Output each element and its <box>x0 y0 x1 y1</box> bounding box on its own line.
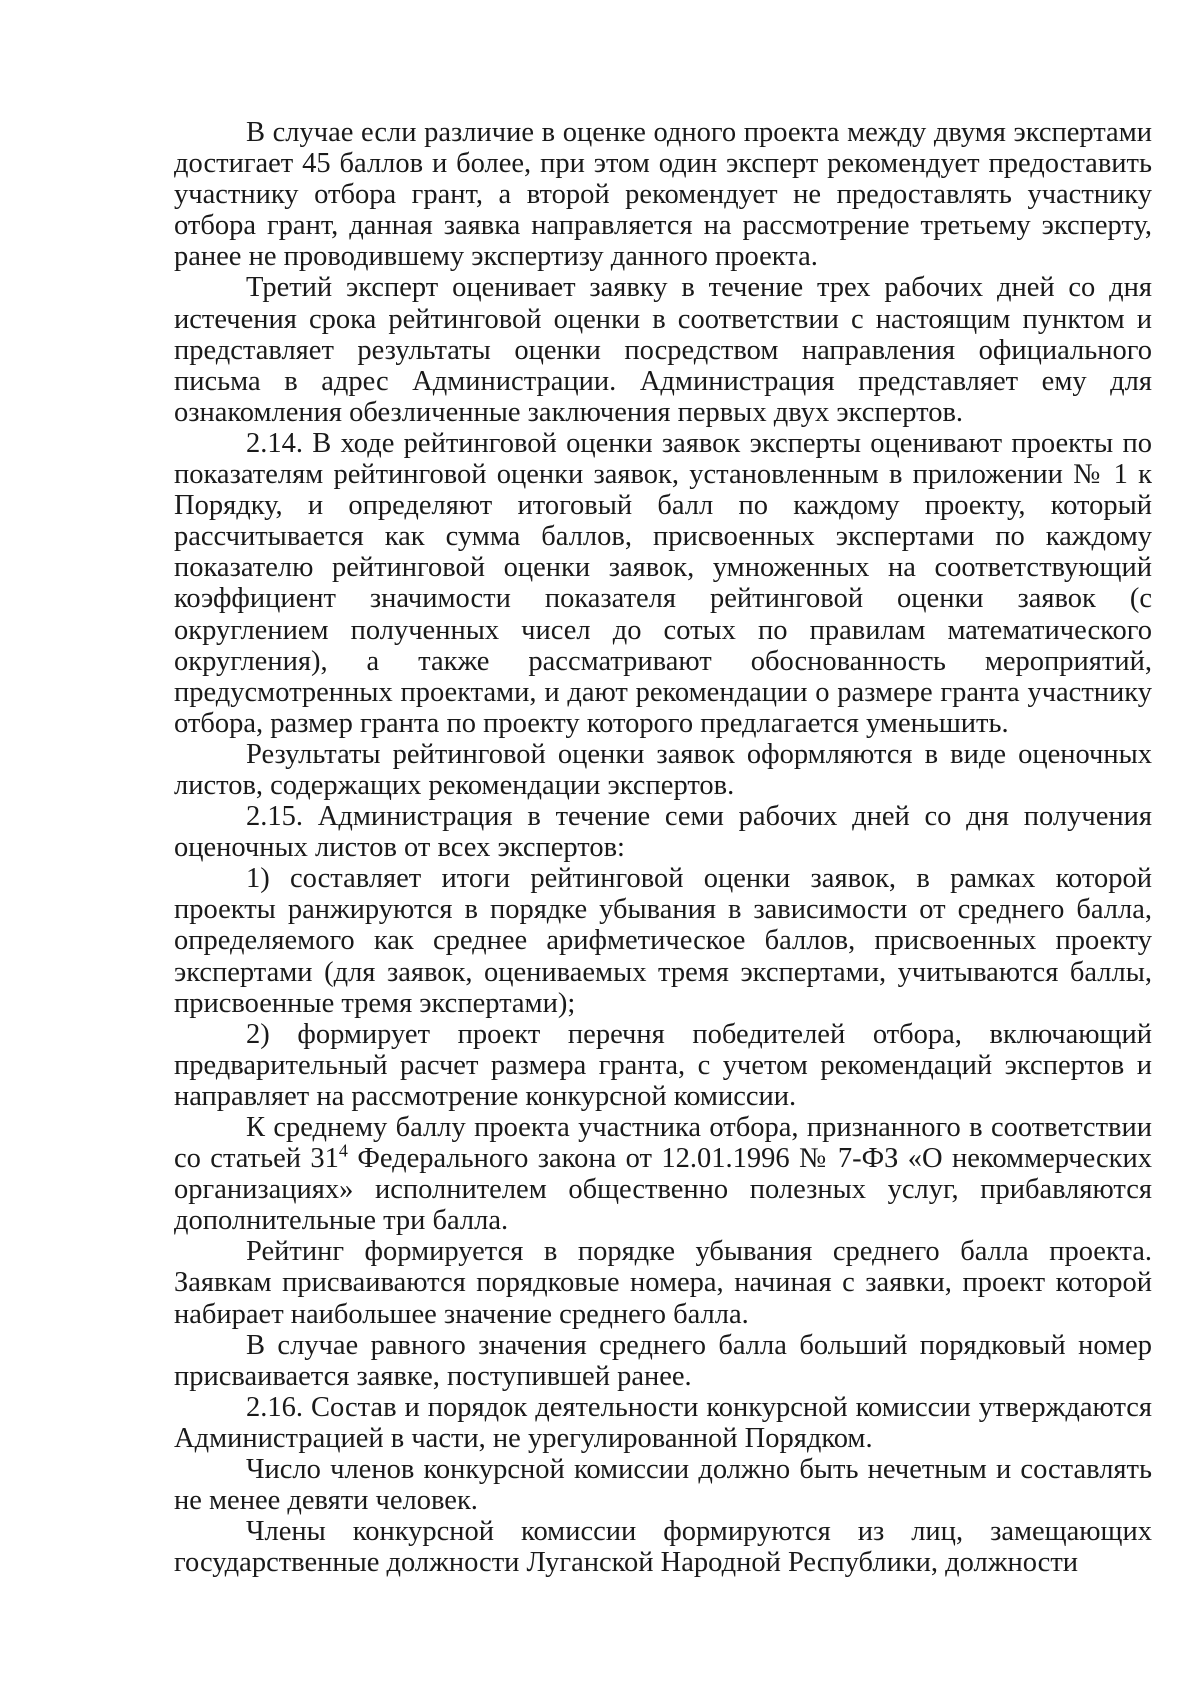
paragraph-additional-points <box>174 1112 1152 1236</box>
paragraph-third-expert-term: Третий эксперт оценивает заявку в течение трех рабочих дней со дня истечения срока рейтинговой оценки в соответствии с настоящим пунктом и представляет результаты оценки посредством направления официального письма в адрес Администрации. Администрация представляет ему для ознакомления обезличенные заключения первых двух экспертов. <box>174 272 1152 428</box>
document-page <box>174 117 1152 1578</box>
paragraph-2-15-item-2: 2) формирует проект перечня победителей отбора, включающий предварительный расчет размера гранта, с учетом рекомендаций экспертов и направляет на рассмотрение конкурсной комиссии. <box>174 1018 1152 1112</box>
paragraph-equal-score: В случае равного значения среднего балла больший порядковый номер присваивается заявке, поступившей ранее. <box>174 1329 1152 1392</box>
paragraph-third-expert-case: В случае если различие в оценке одного проекта между двумя экспертами достигает 45 баллов и более, при этом один эксперт рекомендует предоставить участнику отбора грант, а второй рекомендует не предоставлять участнику отбора грант, данная заявка направляется на рассмотрение третьему эксперту, ранее не проводившему экспертизу данного проекта. <box>174 117 1152 273</box>
paragraph-2-14: 2.14. В ходе рейтинговой оценки заявок эксперты оценивают проекты по показателям рейтинговой оценки заявок, установленным в приложении № 1 к Порядку, и определяют итоговый балл по каждому проекту, который рассчитывается как сумма баллов, присвоенных экспертами по каждому показателю рейтинговой оценки заявок, умноженных на соответствующий коэффициент значимости показателя рейтинговой оценки заявок (с округлением полученных чисел до сотых по правилам математического округления), а также рассматривают обоснованность мероприятий, предусмотренных проектами, и дают рекомендации о размере гранта участнику отбора, размер гранта по проекту которого предлагается уменьшить. <box>174 427 1152 739</box>
paragraph-2-15: 2.15. Администрация в течение семи рабочих дней со дня получения оценочных листов от всех экспертов: <box>174 801 1152 864</box>
article-ref-superscript: 4 <box>338 1140 348 1161</box>
article-ref-after: Федерального закона от 12.01.1996 № 7-ФЗ «О некоммерческих организациях» исполнителем общественно полезных услуг, прибавляются дополнительные три балла. <box>174 1143 1152 1237</box>
paragraph-rating-order: Рейтинг формируется в порядке убывания среднего балла проекта. Заявкам присваиваются порядковые номера, начиная с заявки, проект которой набирает наибольшее значение среднего балла. <box>174 1236 1152 1330</box>
paragraph-commission-members: Члены конкурсной комиссии формируются из лиц, замещающих государственные должности Луганской Народной Республики, должности <box>174 1516 1152 1579</box>
paragraph-commission-size: Число членов конкурсной комиссии должно быть нечетным и составлять не менее девяти человек. <box>174 1454 1152 1517</box>
article-ref-before: К среднему баллу проекта участника отбора, признанного в соответствии со статьей 31 <box>174 1112 1152 1175</box>
paragraph-2-15-item-1: 1) составляет итоги рейтинговой оценки заявок, в рамках которой проекты ранжируются в порядке убывания в зависимости от среднего балла, определяемого как среднее арифметическое баллов, присвоенных проекту экспертами (для заявок, оцениваемых тремя экспертами, учитываются баллы, присвоенные тремя экспертами); <box>174 863 1152 1019</box>
paragraph-2-16: 2.16. Состав и порядок деятельности конкурсной комиссии утверждаются Администрацией в части, не урегулированной Порядком. <box>174 1391 1152 1454</box>
paragraph-rating-results: Результаты рейтинговой оценки заявок оформляются в виде оценочных листов, содержащих рекомендации экспертов. <box>174 738 1152 801</box>
